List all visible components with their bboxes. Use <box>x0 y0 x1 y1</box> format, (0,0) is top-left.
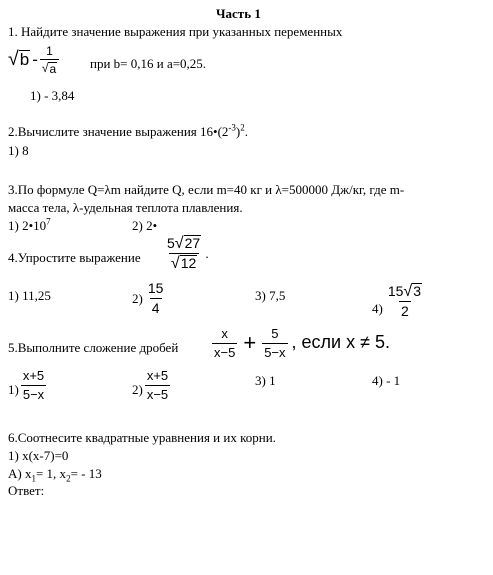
radicand-b: b <box>19 50 30 70</box>
question-1-condition: при b= 0,16 и а=0,25. <box>90 56 207 71</box>
option-4-label: 4) <box>372 300 383 316</box>
radical-sign-icon: √ <box>41 61 49 76</box>
question-4-period: . <box>205 245 209 261</box>
question-3-option-2: 2) 2• <box>132 218 158 233</box>
inner-exponent: -3 <box>228 122 236 133</box>
fraction-one-over-sqrt-a <box>40 44 59 77</box>
radicand-3: 3 <box>413 283 422 299</box>
question-3-line-2: масса тела, λ-удельная теплота плавления. <box>8 200 243 215</box>
fraction-denominator <box>169 253 199 272</box>
fraction-numerator: x+5 <box>146 368 169 383</box>
question-5-expression <box>212 326 390 360</box>
numerator-coefficient: 5 <box>167 235 175 251</box>
fraction-numerator <box>386 283 424 301</box>
question-1-number: 1. <box>8 24 18 39</box>
answer-a-end: = - 13 <box>70 466 102 481</box>
fraction-denominator: x−5 <box>214 344 236 360</box>
fraction-numerator: x+5 <box>22 368 45 383</box>
question-1-expression <box>8 44 59 77</box>
question-5-option-3: 3) 1 <box>255 373 276 388</box>
question-5-option-2 <box>132 368 170 402</box>
radical-sign-icon: √ <box>403 282 413 300</box>
question-2-close-paren: ) <box>235 124 241 139</box>
radical-sign-icon: √ <box>8 48 19 71</box>
question-4-expression <box>165 235 209 272</box>
fraction-numerator: 1 <box>46 44 53 58</box>
radicand-27: 27 <box>184 235 201 251</box>
question-2-answer: 1) 8 <box>8 143 29 158</box>
fraction-denominator: 4 <box>151 299 160 316</box>
question-1-answer: 1) - 3,84 <box>30 88 75 103</box>
option-1-label: 1) <box>8 382 19 398</box>
question-3-line-1: 3.По формуле Q=λm найдите Q, если m=40 кг и λ=500000 Дж/кг, где m- <box>8 182 405 197</box>
question-6-text: 6.Соотнесите квадратные уравнения и их корни. <box>8 430 276 445</box>
fraction-5sqrt27-over-sqrt12 <box>165 235 203 272</box>
question-6-equation-1: 1) x(x-7)=0 <box>8 448 69 463</box>
fraction-denominator: 5−x <box>22 386 45 402</box>
question-4-option-2 <box>132 280 165 317</box>
radicand-a: a <box>49 62 57 77</box>
answer-a-prefix: А) x <box>8 466 32 481</box>
option-2-fraction <box>145 368 170 402</box>
fraction-numerator <box>165 235 203 253</box>
sqrt-27 <box>175 235 201 251</box>
sqrt-a <box>42 62 57 76</box>
question-5-condition: , если x ≠ 5. <box>291 332 390 353</box>
question-5-text: 5.Выполните сложение дробей <box>8 340 179 355</box>
option-2-label: 2) <box>132 382 143 398</box>
numerator-coefficient: 15 <box>387 283 404 299</box>
question-1-text <box>8 24 342 40</box>
outer-exponent: 2 <box>240 122 245 133</box>
fraction-x-over-x-minus-5 <box>212 326 237 360</box>
answer-a-middle: = 1, x <box>35 466 67 481</box>
radical-sign-icon: √ <box>170 253 180 272</box>
fraction-denominator: 2 <box>401 302 409 319</box>
option-1-exponent: 7 <box>46 216 51 227</box>
answer-a-subscript-2: 2 <box>66 473 71 484</box>
radical-sign-icon: √ <box>174 234 184 252</box>
question-2-text <box>8 124 248 140</box>
option-1-fraction <box>21 368 46 402</box>
question-6-answer-a <box>8 466 102 482</box>
fraction-denominator <box>40 59 59 76</box>
part-title: Часть 1 <box>216 6 261 21</box>
option-2-label: 2) <box>132 290 143 306</box>
answer-label: Ответ: <box>8 483 45 498</box>
question-1-prompt: Найдите значение выражения при указанных переменных <box>21 24 343 39</box>
plus-sign: + <box>243 329 257 355</box>
option-2-fraction <box>146 280 166 317</box>
fraction-5-over-5-minus-x <box>262 326 287 360</box>
minus-sign: - <box>32 50 38 70</box>
question-5-option-4: 4) - 1 <box>372 373 401 388</box>
option-1-base: 1) 2•10 <box>8 218 47 233</box>
fraction-denominator: 5−x <box>264 344 286 360</box>
sqrt-3 <box>403 283 422 299</box>
answer-a-subscript-1: 1 <box>31 473 36 484</box>
question-4-option-3: 3) 7,5 <box>255 288 286 303</box>
question-4-option-1: 1) 11,25 <box>8 288 51 303</box>
question-4-text: 4.Упростите выражение <box>8 250 141 265</box>
sqrt-b <box>8 50 30 70</box>
radicand-12: 12 <box>180 254 197 271</box>
question-2-period: . <box>244 124 248 139</box>
question-5-option-1 <box>8 368 46 402</box>
question-4-option-4 <box>372 283 424 320</box>
question-3-option-1 <box>8 218 51 234</box>
option-4-fraction <box>386 283 424 320</box>
fraction-numerator: x <box>221 326 228 341</box>
sqrt-12 <box>171 255 197 271</box>
fraction-numerator: 5 <box>271 326 279 341</box>
question-2-prefix: 2.Вычислите значение выражения 16•(2 <box>8 124 229 139</box>
fraction-denominator: x−5 <box>146 386 169 402</box>
fraction-numerator: 15 <box>147 280 164 296</box>
